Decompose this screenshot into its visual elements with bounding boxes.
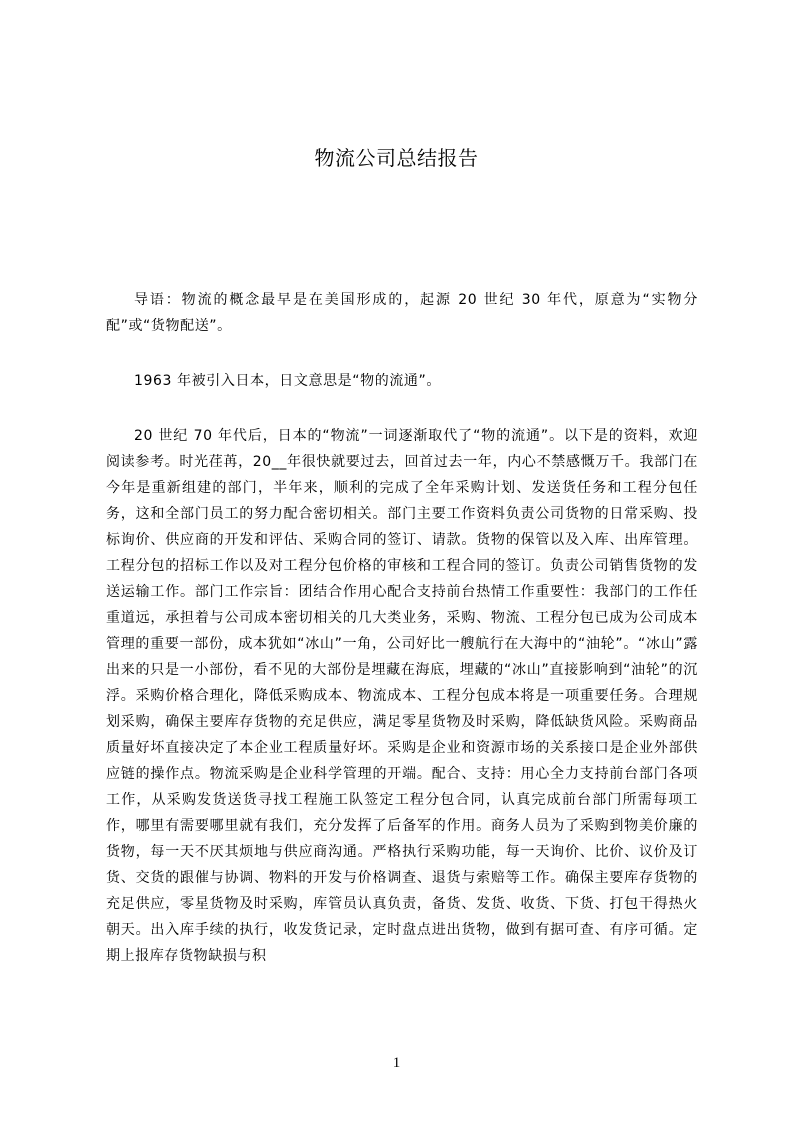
body-paragraph: 20 世纪 70 年代后，日本的“物流”一词逐渐取代了“物的流通”。以下是的资料，欢迎阅读参考。时光荏苒，20__年很快就要过去，回首过去一年，内心不禁感慨万千。我部门在今年是重新组建的部门，半年来，顺利的完成了全年采购计划、发送货任务和工程分包任务，这和全部门员工的努力配合密切相关。部门主要工作资料负责公司货物的日常采购、投标询价、供应商的开发和评估、采购合同的签订、请款。货物的保管以及入库、出库管理。工程分包的招标工作以及对工程分包价格的审核和工程合同的签订。负责公司销售货物的发送运输工作。部门工作宗旨：团结合作用心配合支持前台热情工作重要性：我部门的工作任重道远，承担着与公司成本密切相关的几大类业务，采购、物流、工程分包已成为公司成本管理的重要一部份，成本犹如“冰山”一角，公司好比一艘航行在大海中的“油轮”。“冰山”露出来的只是一小部份，看不见的大部份是埋藏在海底，埋藏的“冰山”直接影响到“油轮”的沉浮。采购价格合理化，降低采购成本、物流成本、工程分包成本将是一项重要任务。合理规划采购，确保主要库存货物的充足供应，满足零星货物及时采购，降低缺货风险。采购商品质量好坏直接决定了本企业工程质量好坏。采购是企业和资源市场的关系接口是企业外部供应链的操作点。物流采购是企业科学管理的开端。配合、支持：用心全力支持前台部门各项工作，从采购发货送货寻找工程施工队签定工程分包合同，认真完成前台部门所需每项工作，哪里有需要哪里就有我们，充分发挥了后备军的作用。商务人员为了采购到物美价廉的货物，每一天不厌其烦地与供应商沟通。严格执行采购功能，每一天询价、比价、议价及订货、交货的跟催与协调、物料的开发与价格调查、退货与索赔等工作。确保主要库存货物的充足供应，零星货物及时采购，库管员认真负责，备货、发货、收货、下货、打包干得热火朝天。出入库手续的执行，收发货记录，定时盘点进出货物，做到有据可查、有序可循。定期上报库存货物缺损与积 — [106, 428, 698, 964]
intro-paragraph: 导语：物流的概念最早是在美国形成的，起源 20 世纪 30 年代，原意为“实物分配”或“货物配送”。 — [106, 292, 698, 334]
page-title: 物流公司总结报告 — [314, 146, 479, 170]
intro-paragraph-block — [106, 287, 698, 339]
japan-paragraph: 1963 年被引入日本，日文意思是“物的流通”。 — [134, 373, 441, 389]
japan-paragraph-block — [106, 368, 698, 394]
body-paragraph-block — [106, 423, 698, 969]
page-number: 1 — [392, 1055, 401, 1071]
